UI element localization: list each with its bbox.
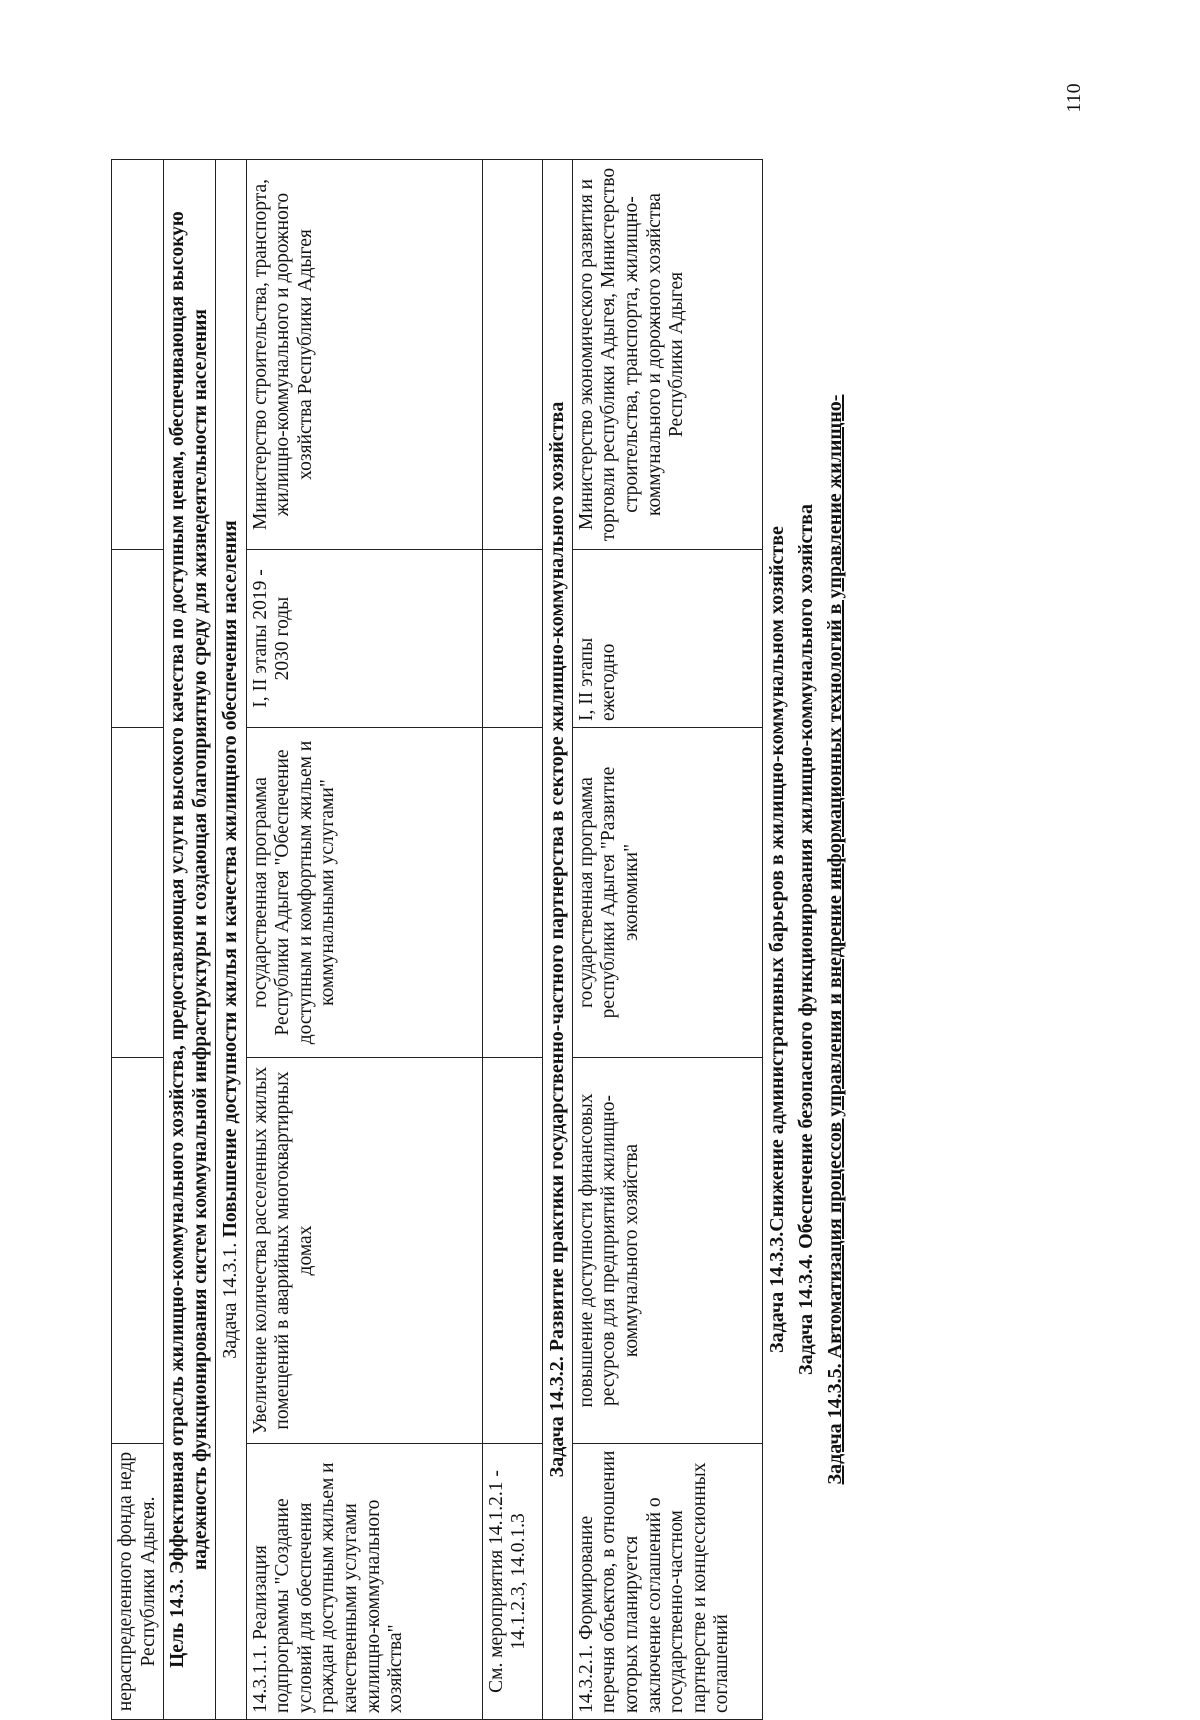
task-text: Автоматизация процессов управления и внедрение информационных технологий в управление жилищно- [824, 394, 847, 1359]
rotated-table-frame [111, 160, 1069, 1720]
task-cell [792, 160, 821, 1720]
task-cell [216, 160, 246, 1720]
goal-cell [164, 160, 216, 1720]
task-row [792, 160, 821, 1720]
goal-text: Эффективная отрасль жилищно-коммунального хозяйства, предоставляющая услуги высокого качества по доступным ценам, обеспечивающая высокую надежность функционирования систем коммунальной инфраструктуры и создающая благоприятную среду для жизнедеятельности населения [167, 211, 211, 1575]
cell-period: I, II этапы ежегодно [572, 550, 762, 728]
cell-measure: 14.3.1.1. Реализация подпрограммы "Создание условий для обеспечения граждан доступным жильем и качественными услугами жилищно-коммунального хозяйства" [246, 1444, 482, 1720]
cell-executor: Министерство строительства, транспорта, жилищно-коммунального и дорожного хозяйства Республики Адыгея [246, 160, 482, 550]
task-label: Задача 14.3.5. [824, 1363, 847, 1485]
document-sheet [111, 160, 1069, 1720]
cell-measure: 14.3.2.1. Формирование перечня объектов, в отношении которых планируется заключение соглашений о государственно-частном партнерстве и концессионных соглашений [572, 1444, 762, 1720]
cell-program [482, 728, 542, 1058]
task-label: Задача 14.3.1. [219, 1242, 242, 1359]
task-cell [542, 160, 572, 1720]
cell-period: I, II этапы 2019 - 2030 годы [246, 550, 482, 728]
cell-executor [482, 160, 542, 550]
cell-executor: Министерство экономического развития и торговли республики Адыгея, Министерство строительства, транспорта, жилищно-коммунального и дорожного хозяйства Республики Адыгея [572, 160, 762, 550]
task-text: Снижение административных барьеров в жилищно-коммунальном хозяйстве [765, 526, 788, 1232]
task-label: Задача 14.3.4. [795, 1253, 817, 1375]
task-cell [821, 160, 850, 1720]
cell-period [112, 550, 164, 728]
cell-measure: нераспределенного фонда недр Республики Адыгея. [112, 1444, 164, 1720]
goal-row [164, 160, 216, 1720]
task-label: Задача 14.3.2. [545, 1356, 568, 1478]
task-row [762, 160, 792, 1720]
cell-executor [112, 160, 164, 550]
cell-period [482, 550, 542, 728]
strategy-table [111, 159, 850, 1720]
cell-result: Увеличение количества расселенных жилых помещений в аварийных многоквартирных домах [246, 1058, 482, 1444]
cell-result [112, 1058, 164, 1444]
cell-program [112, 728, 164, 1058]
cell-result: повышение доступности финансовых ресурсов для предприятий жилищно-коммунального хозяйства [572, 1058, 762, 1444]
task-text: Развитие практики государственно-частного партнерства в секторе жилищно-коммунального хозяйства [545, 401, 568, 1352]
table-row [572, 160, 762, 1720]
task-text: Повышение доступности жилья и качества жилищного обеспечения населения [219, 520, 242, 1238]
cell-result [482, 1058, 542, 1444]
task-cell [762, 160, 792, 1720]
page-number: 110 [1062, 83, 1085, 113]
table-row [246, 160, 482, 1720]
goal-label: Цель 14.3. [167, 1578, 189, 1668]
cell-program: государственная программа республики Адыгея "Развитие экономики" [572, 728, 762, 1058]
task-label: Задача 14.3.3. [765, 1231, 788, 1353]
task-row [542, 160, 572, 1720]
cell-program: государственная программа Республики Адыгея "Обеспечение доступным и комфортным жильем и коммунальными услугами" [246, 728, 482, 1058]
task-row [821, 160, 850, 1720]
table-row [482, 160, 542, 1720]
table-row [112, 160, 164, 1720]
cell-measure: См. мероприятия 14.1.2.1 - 14.1.2.3, 14.0.1.3 [482, 1444, 542, 1720]
task-row [216, 160, 246, 1720]
task-text: Обеспечение безопасного функционирования жилищно-коммунального хозяйства [795, 504, 817, 1249]
